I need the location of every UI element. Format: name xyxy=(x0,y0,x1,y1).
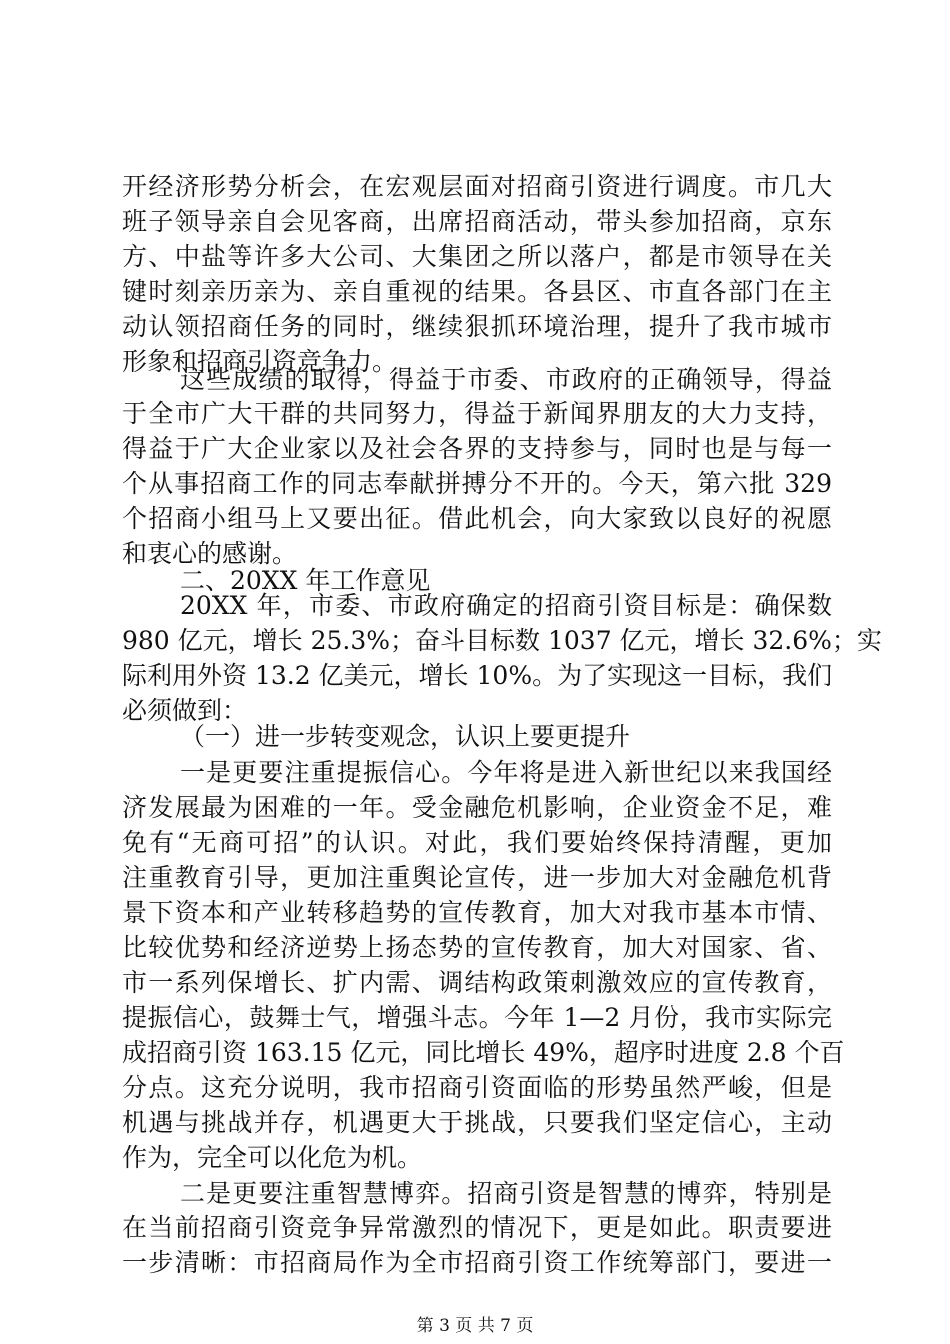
text-line: 方、中盐等许多大公司、大集团之所以落户，都是市领导在关 xyxy=(122,242,832,271)
section-heading: 二、20XX 年工作意见 xyxy=(180,566,431,595)
text-line: 于全市广大干群的共同努力，得益于新闻界朋友的大力支持， xyxy=(122,399,832,428)
text-line: 注重教育引导，更加注重舆论宣传，进一步加大对金融危机背 xyxy=(122,863,832,892)
text-line: 个从事招商工作的同志奉献拼搏分不开的。今天，第六批 329 xyxy=(122,469,832,498)
text-line: 机遇与挑战并存，机遇更大于挑战，只要我们坚定信心，主动 xyxy=(122,1108,832,1137)
text-line: 得益于广大企业家以及社会各界的支持参与，同时也是与每一 xyxy=(122,434,832,463)
text-line: 一是更要注重提振信心。今年将是进入新世纪以来我国经 xyxy=(180,758,832,787)
text-line: 形象和招商引资竞争力。 xyxy=(122,347,398,376)
subsection-heading: （一）进一步转变观念，认识上要更提升 xyxy=(180,722,631,751)
text-line: 必须做到： xyxy=(122,696,248,725)
text-line: 景下资本和产业转移趋势的宣传教育，加大对我市基本市情、 xyxy=(122,898,832,927)
text-line: 分点。这充分说明，我市招商引资面临的形势虽然严峻，但是 xyxy=(122,1073,832,1102)
text-line: 班子领导亲自会见客商，出席招商活动，带头参加招商，京东 xyxy=(122,207,832,236)
text-line: 成招商引资 163.15 亿元，同比增长 49%，超序时进度 2.8 个百 xyxy=(122,1038,845,1067)
text-line: 在当前招商引资竞争异常激烈的情况下，更是如此。职责要进 xyxy=(122,1213,832,1242)
text-line: 这些成绩的取得，得益于市委、市政府的正确领导，得益 xyxy=(180,365,832,394)
text-line: 比较优势和经济逆势上扬态势的宣传教育，加大对国家、省、 xyxy=(122,933,832,962)
text-line: 动认领招商任务的同时，继续狠抓环境治理，提升了我市城市 xyxy=(122,312,832,341)
text-line: 市一系列保增长、扩内需、调结构政策刺激效应的宣传教育， xyxy=(122,968,832,997)
text-line: 980 亿元，增长 25.3%；奋斗目标数 1037 亿元，增长 32.6%；实 xyxy=(122,626,882,655)
text-line: 开经济形势分析会，在宏观层面对招商引资进行调度。市几大 xyxy=(122,172,832,201)
text-line: 作为，完全可以化危为机。 xyxy=(122,1143,423,1172)
text-line: 键时刻亲历亲为、亲自重视的结果。各县区、市直各部门在主 xyxy=(122,277,832,306)
page-footer: 第 3 页 共 7 页 xyxy=(416,1316,534,1336)
text-line: 和衷心的感谢。 xyxy=(122,539,298,568)
text-line: 20XX 年，市委、市政府确定的招商引资目标是：确保数 xyxy=(180,591,832,620)
text-line: 济发展最为困难的一年。受金融危机影响，企业资金不足，难 xyxy=(122,793,832,822)
text-line: 个招商小组马上又要出征。借此机会，向大家致以良好的祝愿 xyxy=(122,504,832,533)
text-line: 免有“无商可招”的认识。对此，我们要始终保持清醒，更加 xyxy=(122,828,832,857)
text-line: 二是更要注重智慧博弈。招商引资是智慧的博弈，特别是 xyxy=(180,1179,832,1208)
text-line: 提振信心，鼓舞士气，增强斗志。今年 1—2 月份，我市实际完 xyxy=(122,1003,832,1032)
text-line: 际利用外资 13.2 亿美元，增长 10%。为了实现这一目标，我们 xyxy=(122,661,833,690)
text-line: 一步清晰：市招商局作为全市招商引资工作统筹部门，要进一 xyxy=(122,1248,832,1277)
